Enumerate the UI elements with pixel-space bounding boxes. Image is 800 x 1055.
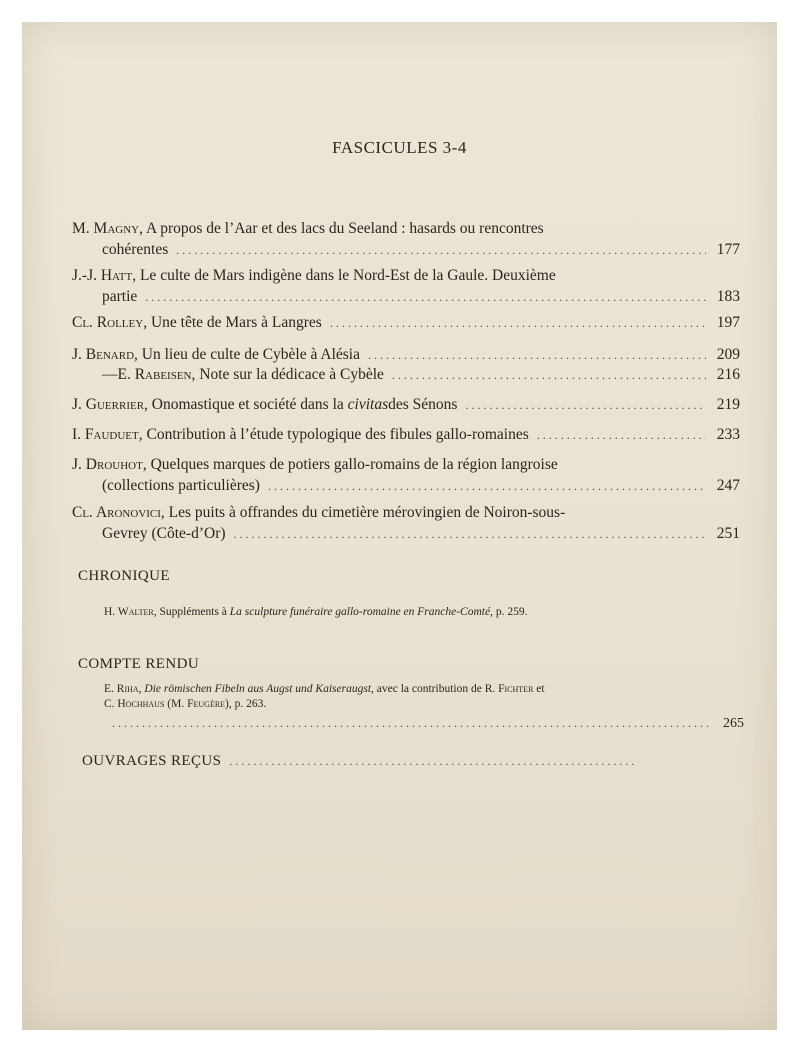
entry-title: , Les puits à offrandes du cimetière mérovingien de Noiron-sous- [160, 504, 566, 521]
note-text: , Suppléments à [153, 606, 230, 618]
entry-page: 183 [716, 288, 740, 305]
leader-dots [465, 395, 706, 416]
entry-title-end: des Sénons [388, 396, 458, 413]
entry-line [72, 502, 740, 523]
note-author: H. Walter [104, 606, 154, 618]
page-title: FASCICULES 3-4 [332, 138, 467, 157]
entry-line [72, 286, 740, 308]
entry-line [72, 239, 740, 261]
note-italic-title: La sculpture funéraire gallo-romaine en Franche-Comté [229, 606, 491, 618]
entry-title-italic: civitas [347, 396, 389, 413]
entry-line [72, 265, 740, 286]
toc-entry [72, 394, 740, 416]
note-author-2: C. Hochhaus [104, 698, 165, 710]
note-text: ( [164, 698, 172, 710]
entry-page: 216 [716, 366, 740, 383]
leader-dots [229, 751, 634, 772]
section-heading-chronique: CHRONIQUE [78, 568, 170, 584]
note-text-end: et [533, 683, 545, 695]
note-contributor: R. Fichter [484, 683, 534, 695]
entry-page: 209 [716, 346, 740, 363]
entry-title: , Note sur la dédicace à Cybèle [191, 366, 384, 383]
leader-dots [537, 425, 706, 446]
entry-line [72, 394, 740, 416]
entry-page: 219 [716, 396, 740, 413]
entry-title: , Onomastique et société dans la [144, 396, 344, 413]
entry-title: , Le culte de Mars indigène dans le Nord-Est de la Gaule. Deuxième [132, 267, 556, 284]
entry-line [72, 475, 740, 497]
note-text-end: ), p. 263. [225, 698, 267, 710]
entry-author: I. Fauduet [72, 426, 139, 443]
entry-title: , Contribution à l’étude typologique des fibules gallo-romaines [138, 426, 529, 443]
note-italic-title: Die römischen Fibeln aus Augst und Kaiseraugst [144, 683, 372, 695]
section-heading-ouvrages: OUVRAGES REÇUS [82, 753, 222, 769]
note-reviewer: M. Feugère [171, 698, 226, 710]
toc-entry [72, 312, 740, 334]
entry-prefix: — [102, 366, 118, 383]
entry-line [72, 523, 740, 545]
entry-page: 265 [723, 716, 744, 731]
toc-entry [72, 502, 740, 545]
note-line [104, 697, 744, 712]
toc-entry [72, 364, 740, 386]
note-line [104, 682, 744, 697]
entry-author: J. Guerrier [72, 396, 145, 413]
entry-author: Cl. Aronovici [72, 504, 161, 521]
leader-dots [234, 524, 706, 545]
entry-line [72, 344, 740, 366]
leader-dots [330, 313, 706, 334]
entry-author: J. Drouhot [72, 456, 143, 473]
toc-entry [72, 344, 740, 366]
toc-entry [72, 265, 740, 308]
leader-dots [145, 287, 706, 308]
entry-line [72, 454, 740, 475]
entry-author: J. Benard [72, 346, 135, 363]
entry-title-cont: (collections particulières) [102, 477, 260, 494]
entry-title-cont: Gevrey (Côte-d’Or) [102, 525, 226, 542]
entry-page: 251 [716, 525, 740, 542]
section-heading-compte-rendu: COMPTE RENDU [78, 656, 200, 672]
entry-line [72, 364, 740, 386]
entry-line [72, 312, 740, 334]
entry-title-cont: partie [102, 288, 138, 305]
leader-dots [176, 240, 706, 261]
entry-title: , Une tête de Mars à Langres [143, 314, 322, 331]
entry-title: , Un lieu de culte de Cybèle à Alésia [134, 346, 360, 363]
entry-author: E. Rabeisen [117, 366, 192, 383]
entry-line [72, 424, 740, 446]
entry-page: 247 [716, 477, 740, 494]
leader-dots [268, 476, 706, 497]
toc-entry [72, 454, 740, 497]
entry-page: 233 [716, 426, 740, 443]
leader-dots [368, 345, 706, 366]
note-text-end: , p. 259. [490, 606, 528, 618]
entry-line [72, 218, 740, 239]
leader-dots [112, 716, 710, 731]
entry-author: M. Magny [72, 220, 140, 237]
entry-author: J.-J. Hatt [72, 267, 133, 284]
note-line [104, 716, 744, 731]
entry-line [82, 751, 642, 772]
note-text: , [138, 683, 145, 695]
entry-title: , A propos de l’Aar et des lacs du Seeland : hasards ou rencontres [139, 220, 544, 237]
note-author: E. Riha [104, 683, 139, 695]
toc-entry [72, 218, 740, 261]
note-text-mid: , avec la contribution de [371, 683, 485, 695]
entry-title-cont: cohérentes [102, 241, 169, 258]
chronique-note [104, 605, 724, 620]
entry-page: 177 [716, 241, 740, 258]
entry-page: 197 [716, 314, 740, 331]
entry-title: , Quelques marques de potiers gallo-romains de la région langroise [142, 456, 558, 473]
compte-rendu-note [104, 682, 744, 731]
leader-dots [392, 365, 706, 386]
ouvrages-entry [82, 751, 642, 772]
toc-entry [72, 424, 740, 446]
document-page [22, 22, 777, 1030]
entry-author: Cl. Rolley [72, 314, 144, 331]
